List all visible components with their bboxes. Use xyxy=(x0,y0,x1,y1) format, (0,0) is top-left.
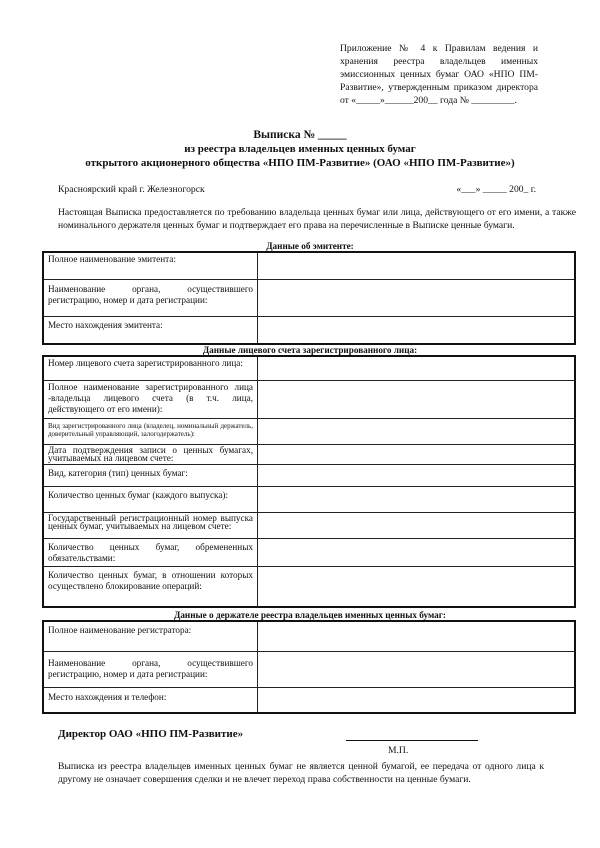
account-section-title: Данные лицевого счета зарегистрированного лица: xyxy=(202,345,418,355)
appendix-note: Приложение № 4 к Правилам ведения и хранения реестра владельцев именных эмиссионных ценных бумаг ОАО «НПО ПМ-Развитие», утвержденным приказом директора от «_____»______200__ года № _________. xyxy=(340,43,538,106)
table-row xyxy=(43,444,575,464)
table-row xyxy=(43,651,575,687)
issuer-registration-label: Наименование органа, осуществившего регистрацию, номер и дата регистрации: xyxy=(43,279,258,316)
table-row xyxy=(43,380,575,418)
issuer-section-title: Данные об эмитенте: xyxy=(266,241,354,251)
security-type-value[interactable] xyxy=(258,464,576,486)
issuer-full-name-value[interactable] xyxy=(258,252,576,279)
table-row xyxy=(43,252,575,279)
confirmation-date-value[interactable] xyxy=(258,444,576,464)
account-holder-label: Полное наименование зарегистрированного лица -владельца лицевого счета (в т.ч. лица, действующего от его имени): xyxy=(43,380,258,418)
table-row xyxy=(43,486,575,512)
person-type-label: Вид зарегистрированного лица (владелец, номинальный держатель, доверительный управляющий, залогодержатель): xyxy=(43,418,258,444)
encumbered-quantity-value[interactable] xyxy=(258,538,576,566)
blocked-quantity-label: Количество ценных бумаг, в отношении которых осуществлено блокирование операций: xyxy=(43,566,258,607)
table-row xyxy=(43,279,575,316)
account-table xyxy=(42,355,576,608)
stamp-place: М.П. xyxy=(388,745,409,756)
table-row xyxy=(43,512,575,538)
document-title xyxy=(0,128,600,170)
title-line-3: открытого акционерного общества «НПО ПМ-Развитие» (ОАО «НПО ПМ-Развитие») xyxy=(85,157,515,169)
security-type-label: Вид, категория (тип) ценных бумаг: xyxy=(43,464,258,486)
registrar-name-label: Полное наименование регистратора: xyxy=(43,621,258,651)
securities-quantity-value[interactable] xyxy=(258,486,576,512)
director-title: Директор ОАО «НПО ПМ-Развитие» xyxy=(58,728,244,740)
issuer-table xyxy=(42,251,576,345)
title-line-2: из реестра владельцев именных ценных бумаг xyxy=(184,143,416,155)
title-line-1: Выписка № _____ xyxy=(253,129,347,141)
account-number-label: Номер лицевого счета зарегистрированного лица: xyxy=(43,356,258,380)
table-row xyxy=(43,316,575,344)
blocked-quantity-value[interactable] xyxy=(258,566,576,607)
table-row xyxy=(43,464,575,486)
table-row xyxy=(43,621,575,651)
issuer-registration-value[interactable] xyxy=(258,279,576,316)
registrar-name-value[interactable] xyxy=(258,621,576,651)
table-row xyxy=(43,356,575,380)
registrar-registration-value[interactable] xyxy=(258,651,576,687)
account-holder-value[interactable] xyxy=(258,380,576,418)
registrar-registration-label: Наименование органа, осуществившего регистрацию, номер и дата регистрации: xyxy=(43,651,258,687)
confirmation-date-label: Дата подтверждения записи о ценных бумагах, учитываемых на лицевом счете: xyxy=(43,444,258,464)
registrar-table xyxy=(42,620,576,714)
person-type-value[interactable] xyxy=(258,418,576,444)
registrar-location-value[interactable] xyxy=(258,687,576,713)
date: «___» _____ 200_ г. xyxy=(456,184,536,195)
registrar-section-title: Данные о держателе реестра владельцев именных ценных бумаг: xyxy=(174,610,446,620)
place: Красноярский край г. Железногорск xyxy=(58,184,205,195)
disclaimer-note: Выписка из реестра владельцев именных ценных бумаг не является ценной бумагой, ее передача от одного лица к другому не означает совершения сделки и не влечет переход права собственности на ценные бумаги. xyxy=(58,761,544,785)
account-number-value[interactable] xyxy=(258,356,576,380)
issuer-location-value[interactable] xyxy=(258,316,576,344)
signature-line[interactable] xyxy=(346,740,478,741)
intro-paragraph: Настоящая Выписка предоставляется по требованию владельца ценных бумаг или лица, действующего от его имени, а также номинального держателя ценных бумаг и подтверждает его права на перечисленные в Выписке ценные бумаги. xyxy=(58,207,576,231)
table-row xyxy=(43,538,575,566)
table-row xyxy=(43,566,575,607)
registrar-location-label: Место нахождения и телефон: xyxy=(43,687,258,713)
securities-quantity-label: Количество ценных бумаг (каждого выпуска): xyxy=(43,486,258,512)
issuer-location-label: Место нахождения эмитента: xyxy=(43,316,258,344)
table-row xyxy=(43,418,575,444)
encumbered-quantity-label: Количество ценных бумаг, обремененных обязательствами: xyxy=(43,538,258,566)
issuer-full-name-label: Полное наименование эмитента: xyxy=(43,252,258,279)
table-row xyxy=(43,687,575,713)
state-reg-number-value[interactable] xyxy=(258,512,576,538)
state-reg-number-label: Государственный регистрационный номер выпуска ценных бумаг, учитываемых на лицевом счете: xyxy=(43,512,258,538)
